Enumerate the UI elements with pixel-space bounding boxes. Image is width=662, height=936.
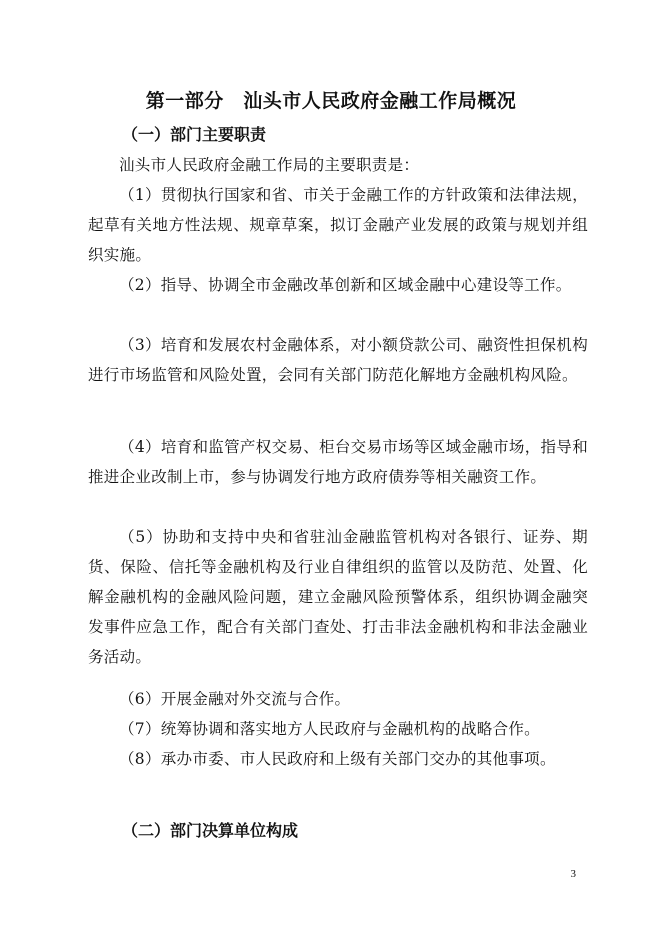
duty-item-4: （4）培育和监管产权交易、柜台交易市场等区域金融市场，指导和推进企业改制上市，参与协调发行地方政府债券等相关融资工作。 <box>88 438 588 486</box>
duty-item-3: （3）培育和发展农村金融体系，对小额贷款公司、融资性担保机构进行市场监管和风险处置，会同有关部门防范化解地方金融机构风险。 <box>88 336 588 384</box>
section-heading-units: （二）部门决算单位构成 <box>122 821 299 840</box>
duty-item-7: （7）统筹协调和落实地方人民政府与金融机构的战略合作。 <box>119 720 540 738</box>
duty-item-6: （6）开展金融对外交流与合作。 <box>119 690 351 708</box>
section-heading-duties: （一）部门主要职责 <box>122 125 267 144</box>
page-title: 第一部分 汕头市人民政府金融工作局概况 <box>145 90 517 112</box>
duty-item-5: （5）协助和支持中央和省驻汕金融监管机构对各银行、证券、期货、保险、信托等金融机构及行业自律组织的监管以及防范、处置、化解金融机构的金融风险问题，建立金融风险预警体系，组织协调金融突发事件应急工作，配合有关部门查处、打击非法金融机构和非法金融业务活动。 <box>88 528 588 666</box>
duties-intro: 汕头市人民政府金融工作局的主要职责是： <box>119 156 420 174</box>
page-number: 3 <box>570 868 576 880</box>
duty-item-1: （1）贯彻执行国家和省、市关于金融工作的方针政策和法律法规，起草有关地方性法规、规章草案，拟订金融产业发展的政策与规划并组织实施。 <box>88 186 588 264</box>
duty-item-8: （8）承办市委、市人民政府和上级有关部门交办的其他事项。 <box>119 750 556 768</box>
duty-item-2: （2）指导、协调全市金融改革创新和区域金融中心建设等工作。 <box>119 276 572 294</box>
